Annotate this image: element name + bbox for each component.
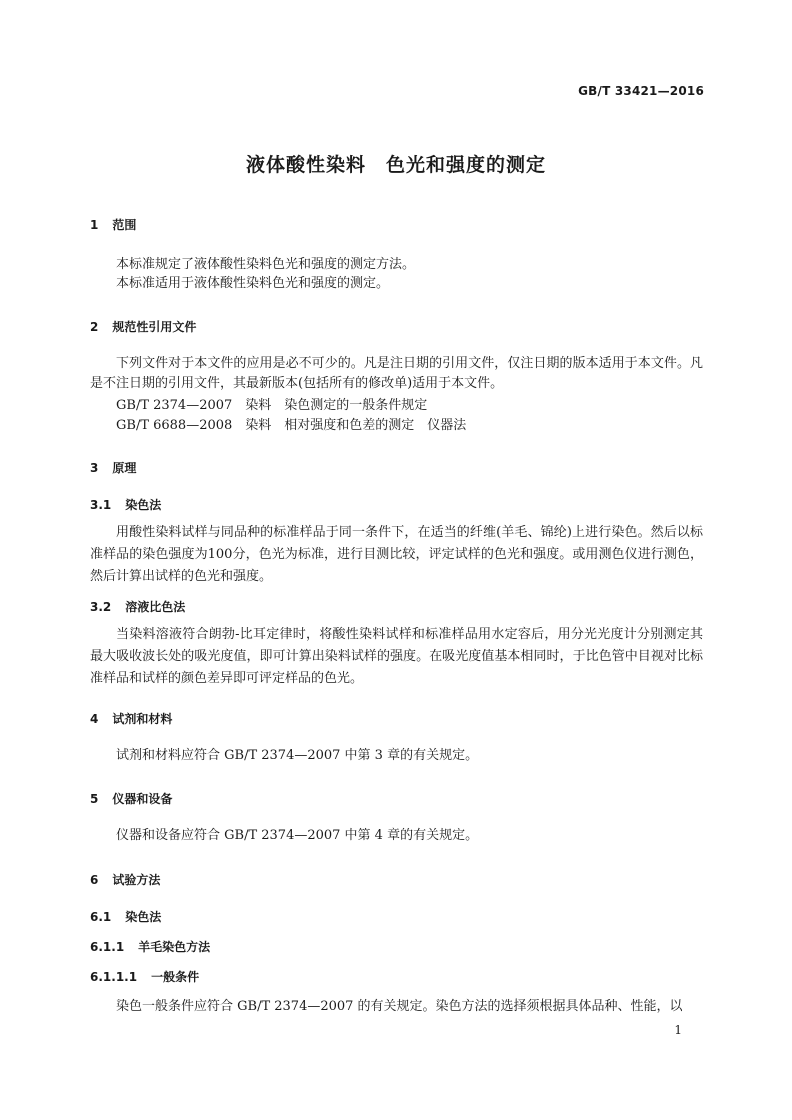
section-title: 规范性引用文件 <box>112 320 197 334</box>
section-title: 羊毛染色方法 <box>138 940 211 954</box>
paragraph: 本标准规定了液体酸性染料色光和强度的测定方法。 <box>116 257 416 272</box>
section-number: 4 <box>90 712 99 726</box>
section-6-1-1-heading <box>90 938 210 955</box>
section-number: 6.1.1 <box>90 940 125 954</box>
section-3-1-heading <box>90 496 161 513</box>
normative-reference: GB/T 2374—2007 染料 染色测定的一般条件规定 <box>116 398 428 413</box>
section-number: 2 <box>90 320 99 334</box>
standard-code: GB/T 33421—2016 <box>578 84 704 98</box>
page-number: 1 <box>674 1023 682 1037</box>
section-title: 染色法 <box>125 498 162 512</box>
paragraph: 下列文件对于本文件的应用是必不可少的。凡是注日期的引用文件，仅注日期的版本适用于本文件。凡是不注日期的引用文件，其最新版本(包括所有的修改单)适用于本文件。 <box>90 356 703 391</box>
section-4-heading <box>90 710 172 727</box>
section-6-1-1-1-heading <box>90 968 199 985</box>
section-number: 3.1 <box>90 498 112 512</box>
section-title: 试验方法 <box>112 873 161 887</box>
paragraph: 染色一般条件应符合 GB/T 2374—2007 的有关规定。染色方法的选择须根据具体品种、性能，以 <box>116 999 683 1014</box>
section-title: 原理 <box>112 461 137 475</box>
section-title: 溶液比色法 <box>125 600 186 614</box>
section-title: 范围 <box>112 218 137 232</box>
section-title: 一般条件 <box>151 970 200 984</box>
paragraph: 仪器和设备应符合 GB/T 2374—2007 中第 4 章的有关规定。 <box>116 828 479 843</box>
section-number: 6 <box>90 873 99 887</box>
section-3-2-heading <box>90 598 185 615</box>
section-number: 3 <box>90 461 99 475</box>
section-2-heading <box>90 318 196 335</box>
section-6-1-heading <box>90 908 161 925</box>
section-title: 染色法 <box>125 910 162 924</box>
section-5-heading <box>90 790 172 807</box>
paragraph: 当染料溶液符合朗勃-比耳定律时，将酸性染料试样和标准样品用水定容后，用分光光度计分别测定其最大吸收波长处的吸光度值，即可计算出染料试样的强度。在吸光度值基本相同时，于比色管中目视对比标准样品和试样的颜色差异即可评定样品的色光。 <box>90 627 703 686</box>
section-number: 6.1 <box>90 910 112 924</box>
section-title: 仪器和设备 <box>112 792 173 806</box>
section-number: 5 <box>90 792 99 806</box>
section-number: 6.1.1.1 <box>90 970 138 984</box>
paragraph: 本标准适用于液体酸性染料色光和强度的测定。 <box>116 276 390 291</box>
section-number: 3.2 <box>90 600 112 614</box>
paragraph: 试剂和材料应符合 GB/T 2374—2007 中第 3 章的有关规定。 <box>116 748 479 763</box>
paragraph: 用酸性染料试样与同品种的标准样品于同一条件下，在适当的纤维(羊毛、锦纶)上进行染色。然后以标准样品的染色强度为100分，色光为标准，进行目测比较，评定试样的色光和强度。或用测色仪进行测色，然后计算出试样的色光和强度。 <box>90 525 703 584</box>
document-title: 液体酸性染料 色光和强度的测定 <box>245 154 546 176</box>
section-number: 1 <box>90 218 99 232</box>
section-3-heading <box>90 459 136 476</box>
section-6-heading <box>90 871 160 888</box>
section-1-heading <box>90 216 136 233</box>
normative-reference: GB/T 6688—2008 染料 相对强度和色差的测定 仪器法 <box>116 418 467 433</box>
section-title: 试剂和材料 <box>112 712 173 726</box>
